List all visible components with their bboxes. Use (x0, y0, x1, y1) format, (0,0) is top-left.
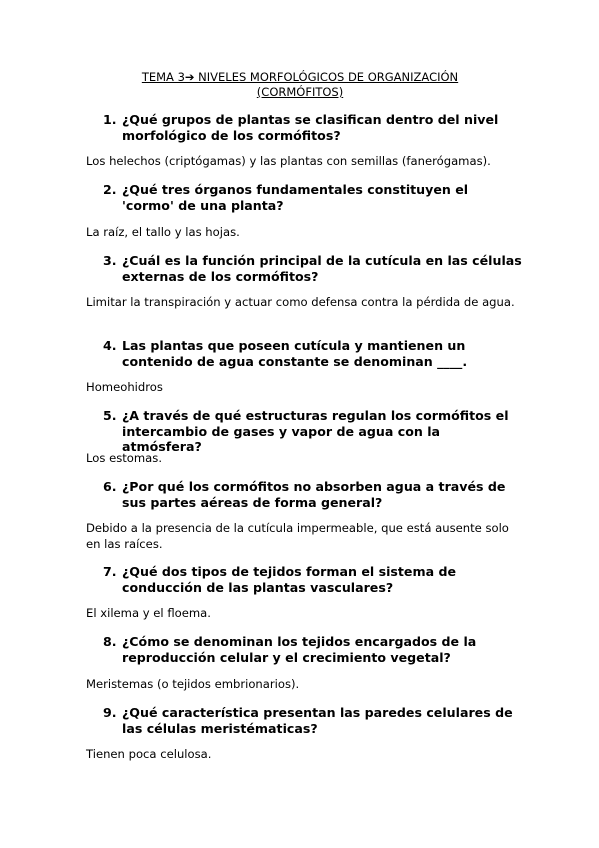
title-line-1: TEMA 3➔ NIVELES MORFOLÓGICOS DE ORGANIZACIÓN (141, 70, 459, 84)
answer-8: Meristemas (o tejidos embrionarios). (86, 677, 300, 691)
answer-3: Limitar la transpiración y actuar como defensa contra la pérdida de agua. (86, 295, 515, 309)
question-number: 8. (103, 634, 117, 649)
question-3 (103, 253, 523, 284)
question-text: ¿Qué grupos de plantas se clasifican dentro del nivel morfológico de los cormófitos? (122, 112, 499, 143)
question-text: ¿Cuál es la función principal de la cutícula en las células externas de los cormófitos? (122, 253, 522, 284)
question-number: 1. (103, 112, 117, 127)
question-text: ¿Qué tres órganos fundamentales constituyen el 'cormo' de una planta? (122, 182, 469, 213)
page-title (100, 70, 500, 100)
answer-7: El xilema y el floema. (86, 606, 211, 620)
question-text: ¿A través de qué estructuras regulan los cormófitos el intercambio de gases y vapor de agua con la atmósfera? (122, 408, 509, 454)
title-line-2: (CORMÓFITOS) (256, 85, 344, 99)
question-6 (103, 479, 523, 510)
question-number: 4. (103, 338, 117, 353)
question-number: 6. (103, 479, 117, 494)
answer-2: La raíz, el tallo y las hojas. (86, 225, 240, 239)
question-text: Las plantas que poseen cutícula y mantienen un contenido de agua constante se denominan ____. (122, 338, 468, 369)
question-1 (103, 112, 523, 143)
answer-6: Debido a la presencia de la cutícula impermeable, que está ausente solo en las raíces. (86, 521, 509, 551)
question-5 (103, 408, 523, 455)
question-text: ¿Qué característica presentan las paredes celulares de las células meristématicas? (122, 705, 513, 736)
question-text: ¿Por qué los cormófitos no absorben agua a través de sus partes aéreas de forma general? (122, 479, 506, 510)
question-7 (103, 564, 523, 595)
question-number: 9. (103, 705, 117, 720)
question-number: 7. (103, 564, 117, 579)
answer-9: Tienen poca celulosa. (86, 747, 212, 761)
question-number: 5. (103, 408, 117, 423)
answer-1: Los helechos (criptógamas) y las plantas con semillas (fanerógamas). (86, 154, 491, 168)
question-text: ¿Cómo se denominan los tejidos encargados de la reproducción celular y el crecimiento vegetal? (122, 634, 477, 665)
answer-4: Homeohidros (86, 380, 163, 394)
question-text: ¿Qué dos tipos de tejidos forman el sistema de conducción de las plantas vasculares? (122, 564, 457, 595)
question-number: 2. (103, 182, 117, 197)
question-2 (103, 182, 523, 213)
answer-5: Los estomas. (86, 451, 163, 465)
question-number: 3. (103, 253, 117, 268)
question-8 (103, 634, 523, 665)
question-9 (103, 705, 523, 736)
question-4 (103, 338, 523, 369)
